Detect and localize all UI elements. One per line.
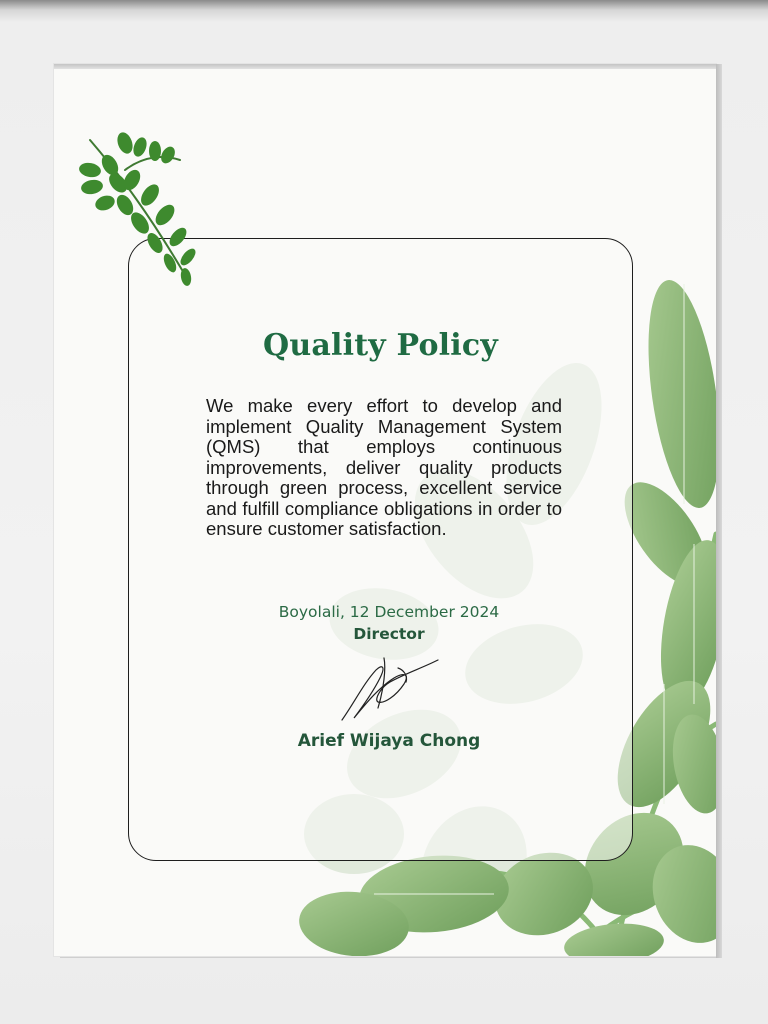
frame-edge-right bbox=[716, 64, 722, 958]
frame-edge-top bbox=[54, 64, 722, 69]
page-title: Quality Policy bbox=[263, 328, 498, 363]
signer-name: Arief Wijaya Chong bbox=[297, 731, 481, 751]
signer-role: Director bbox=[353, 625, 425, 643]
policy-statement: We make every effort to develop and implement Quality Management System (QMS) that employs continuous improvements, deliver quality products through green process, excellent service and fulfill compliance obligations in order to ensure customer satisfaction. bbox=[206, 395, 562, 539]
signature-image bbox=[334, 648, 444, 728]
leaf-sprig-icon bbox=[70, 125, 210, 290]
place-date: Boyolali, 12 December 2024 bbox=[278, 603, 500, 621]
